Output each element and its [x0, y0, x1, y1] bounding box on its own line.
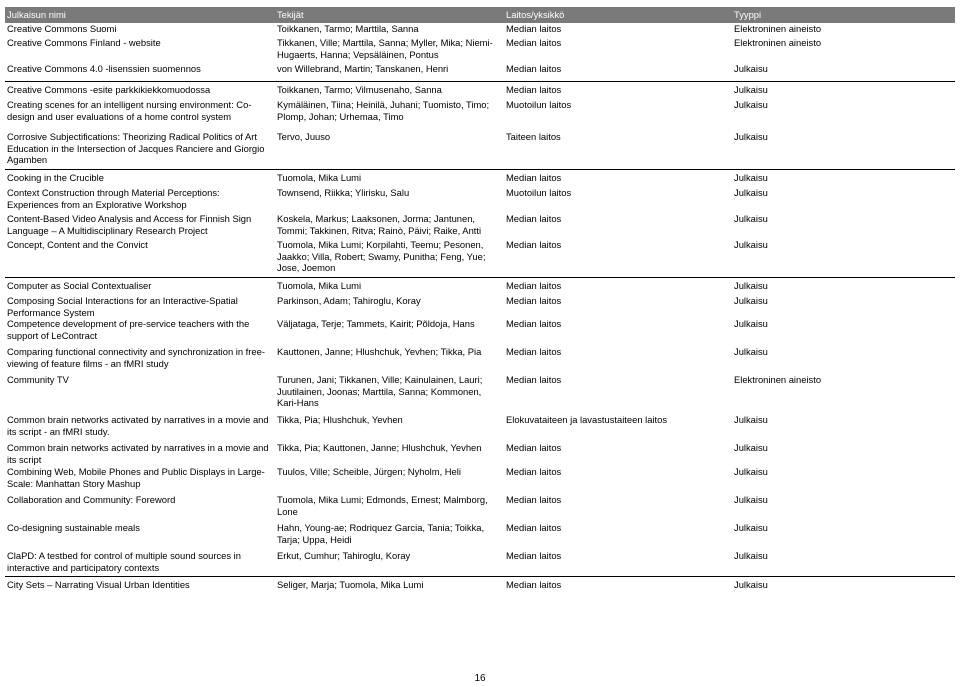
row-unit: Median laitos [504, 576, 732, 594]
row-title: Corrosive Subjectifications: Theorizing Radical Politics of Art Education in the Intersection of Jacques Ranciere and Giorgio Agamben [7, 131, 265, 165]
row-type: Elektroninen aineisto [734, 374, 822, 385]
row-type: Julkaisu [734, 213, 768, 224]
table-row [5, 576, 955, 594]
row-type: Julkaisu [734, 99, 768, 110]
table-row [5, 169, 955, 187]
row-title: Creative Commons -esite parkkikiekkomuodossa [5, 81, 275, 99]
table-row [5, 346, 955, 374]
row-unit: Median laitos [504, 277, 732, 295]
row-type: Julkaisu [734, 414, 768, 425]
row-authors: Väljataga, Terje; Tammets, Kairit; Põldoja, Hans [277, 318, 475, 329]
row-type: Julkaisu [732, 277, 955, 295]
row-unit: Median laitos [506, 37, 562, 48]
table-body [5, 23, 955, 594]
header-unit: Laitos/yksikkö [504, 7, 732, 23]
row-authors: Tuomola, Mika Lumi; Korpilahti, Teemu; Pesonen, Jaakko; Villa, Robert; Swamy, Punitha; Feng, Yue; Jose, Joemon [277, 239, 486, 273]
row-unit: Median laitos [506, 374, 562, 385]
row-unit: Median laitos [506, 23, 562, 34]
row-authors: Erkut, Cumhur; Tahiroglu, Koray [277, 550, 411, 561]
row-type: Julkaisu [734, 550, 768, 561]
row-title: Content-Based Video Analysis and Access for Finnish Sign Language – A Multidisciplinary Research Project [7, 213, 252, 236]
row-title: Co-designing sustainable meals [7, 522, 140, 533]
row-unit: Elokuvataiteen ja lavastustaiteen laitos [506, 414, 668, 425]
table-row [5, 295, 955, 318]
row-unit: Taiteen laitos [506, 131, 561, 142]
table-row [5, 23, 955, 37]
row-authors: Tuomola, Mika Lumi; Edmonds, Ernest; Malmborg, Lone [277, 494, 488, 517]
row-type: Julkaisu [734, 63, 768, 74]
row-authors: Kauttonen, Janne; Hlushchuk, Yevhen; Tikka, Pia [277, 346, 482, 357]
row-authors: Koskela, Markus; Laaksonen, Jorma; Jantunen, Tommi; Takkinen, Ritva; Rainò, Päivi; Raike, Antti [277, 213, 482, 236]
row-authors: Tuomola, Mika Lumi [275, 169, 504, 187]
table-row [5, 318, 955, 346]
row-type: Julkaisu [734, 295, 768, 306]
table-header-row [5, 7, 955, 23]
row-title: Common brain networks activated by narratives in a movie and its script [7, 442, 269, 465]
table-row [5, 187, 955, 213]
row-title: Creative Commons Finland - website [7, 37, 161, 48]
row-type: Julkaisu [734, 346, 768, 357]
table-row [5, 374, 955, 414]
row-unit: Median laitos [506, 239, 562, 250]
row-title: ClaPD: A testbed for control of multiple sound sources in interactive and participatory contexts [7, 550, 241, 573]
table-row [5, 99, 955, 131]
table-row [5, 277, 955, 295]
row-unit: Median laitos [504, 81, 732, 99]
header-title: Julkaisun nimi [5, 7, 275, 23]
row-type: Julkaisu [734, 522, 768, 533]
header-type: Tyyppi [732, 7, 955, 23]
row-authors: Seliger, Marja; Tuomola, Mika Lumi [275, 576, 504, 594]
row-authors: Townsend, Riikka; Ylirisku, Salu [277, 187, 410, 198]
row-type: Julkaisu [734, 466, 768, 477]
row-unit: Median laitos [506, 63, 562, 74]
row-title: Comparing functional connectivity and synchronization in free-viewing of feature films - an fMRI study [7, 346, 265, 369]
row-type: Julkaisu [734, 494, 768, 505]
row-unit: Median laitos [506, 494, 562, 505]
table-row [5, 550, 955, 576]
row-authors: Hahn, Young-ae; Rodriquez Garcia, Tania; Toikka, Tarja; Uppa, Heidi [277, 522, 485, 545]
row-type: Julkaisu [734, 318, 768, 329]
row-unit: Median laitos [506, 346, 562, 357]
row-authors: von Willebrand, Martin; Tanskanen, Henri [277, 63, 449, 74]
row-unit: Median laitos [504, 169, 732, 187]
row-authors: Turunen, Jani; Tikkanen, Ville; Kainulainen, Lauri; Juutilainen, Joonas; Marttila, Sanna; Kommonen, Kari-Hans [277, 374, 483, 408]
table-row [5, 81, 955, 99]
row-title: Creative Commons 4.0 -lisenssien suomennos [7, 63, 201, 74]
row-type: Julkaisu [732, 81, 955, 99]
table-row [5, 466, 955, 494]
row-title: Collaboration and Community: Foreword [7, 494, 176, 505]
row-type: Elektroninen aineisto [734, 23, 822, 34]
row-title: Creative Commons Suomi [7, 23, 117, 34]
page-number: 16 [474, 673, 486, 684]
row-type: Julkaisu [734, 187, 768, 198]
row-authors: Tuomola, Mika Lumi [275, 277, 504, 295]
table-row [5, 494, 955, 522]
row-title: Community TV [7, 374, 69, 385]
table-row [5, 522, 955, 550]
row-title: Competence development of pre-service teachers with the support of LeContract [7, 318, 250, 341]
row-authors: Toikkanen, Tarmo; Vilmusenaho, Sanna [275, 81, 504, 99]
row-title: Cooking in the Crucible [5, 169, 275, 187]
row-title: Concept, Content and the Convict [7, 239, 148, 250]
row-unit: Median laitos [506, 466, 562, 477]
row-authors: Tikka, Pia; Hlushchuk, Yevhen [277, 414, 403, 425]
row-type: Julkaisu [734, 131, 768, 142]
row-authors: Tikkanen, Ville; Marttila, Sanna; Myller, Mika; Niemi-Hugaerts, Hanna; Vepsäläinen, Pontus [277, 37, 493, 60]
row-unit: Median laitos [506, 295, 562, 306]
row-title: Combining Web, Mobile Phones and Public Displays in Large-Scale: Manhattan Story Mashup [7, 466, 265, 489]
row-type: Elektroninen aineisto [734, 37, 822, 48]
row-title: Computer as Social Contextualiser [5, 277, 275, 295]
row-type: Julkaisu [734, 239, 768, 250]
row-authors: Toikkanen, Tarmo; Marttila, Sanna [277, 23, 419, 34]
row-unit: Median laitos [506, 442, 562, 453]
row-unit: Median laitos [506, 318, 562, 329]
row-title: Composing Social Interactions for an Interactive-Spatial Performance System [7, 295, 238, 318]
row-authors: Kymäläinen, Tiina; Heinilä, Juhani; Tuomisto, Timo; Plomp, Johan; Urhemaa, Timo [277, 99, 490, 122]
table-row [5, 63, 955, 81]
row-title: Creating scenes for an intelligent nursing environment: Co-design and user evaluations of a home control system [7, 99, 252, 122]
row-type: Julkaisu [732, 576, 955, 594]
publications-table [5, 7, 955, 594]
table-row [5, 131, 955, 169]
row-unit: Median laitos [506, 213, 562, 224]
row-authors: Tikka, Pia; Kauttonen, Janne; Hlushchuk, Yevhen [277, 442, 482, 453]
row-type: Julkaisu [732, 169, 955, 187]
table-row [5, 414, 955, 442]
table-row [5, 239, 955, 277]
header-authors: Tekijät [275, 7, 504, 23]
row-authors: Tervo, Juuso [277, 131, 331, 142]
row-unit: Median laitos [506, 522, 562, 533]
table-row [5, 37, 955, 63]
row-unit: Median laitos [506, 550, 562, 561]
table-row [5, 213, 955, 239]
row-title: City Sets – Narrating Visual Urban Identities [5, 576, 275, 594]
row-authors: Parkinson, Adam; Tahiroglu, Koray [277, 295, 421, 306]
row-authors: Tuulos, Ville; Scheible, Jürgen; Nyholm, Heli [277, 466, 461, 477]
row-title: Context Construction through Material Perceptions: Experiences from an Explorative Workshop [7, 187, 220, 210]
table-row [5, 442, 955, 466]
row-type: Julkaisu [734, 442, 768, 453]
row-unit: Muotoilun laitos [506, 187, 572, 198]
row-title: Common brain networks activated by narratives in a movie and its script - an fMRI study. [7, 414, 269, 437]
row-unit: Muotoilun laitos [506, 99, 572, 110]
